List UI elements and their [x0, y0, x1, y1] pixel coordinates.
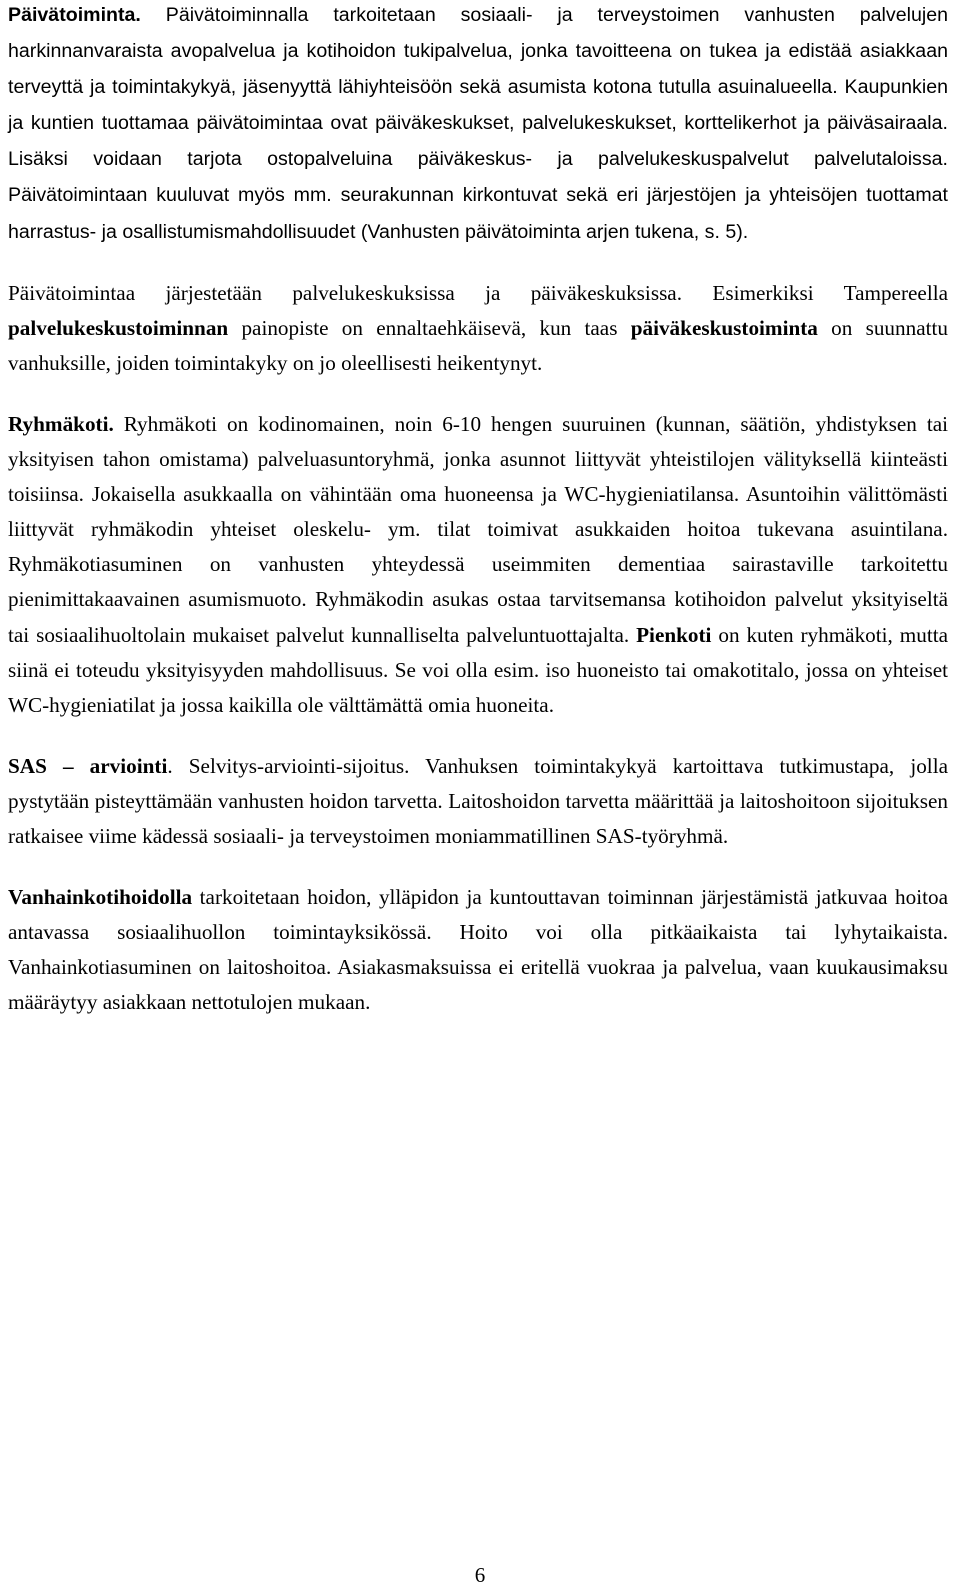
paragraph-vanhainkotihoito — [8, 880, 948, 1020]
document-page — [8, 0, 948, 1046]
term-heading-ryhmakoti: Ryhmäkoti. — [8, 411, 114, 436]
term-heading-vanhainkotihoito: Vanhainkotihoidolla — [8, 885, 193, 910]
bold-term-pienkoti: Pienkoti — [636, 622, 712, 647]
paragraph-text: Päivätoimintaa järjestetään palvelukeskuksissa ja päiväkeskuksissa. Esimerkiksi Tampereella — [8, 280, 948, 305]
paragraph-ryhmakoti — [8, 407, 948, 723]
paragraph-text: on suunnattu vanhuksille, joiden toimintakyky on jo oleellisesti heikentynyt. — [8, 315, 948, 375]
paragraph-text: painopiste on ennaltaehkäisevä, kun taas — [228, 315, 631, 340]
paragraph-text: Päivätoiminnalla tarkoitetaan sosiaali- ja terveystoimen vanhusten palvelujen harkinnanvaraista avopalvelua ja kotihoidon tukipalvelua, jonka tavoitteena on tukea ja edistää asiakkaan terveyttä ja toimintakykyä, jäsenyyttä lähiyhteisöön sekä asumista kotona tutulla asuinalueella. Kaupunkien ja kuntien tuottamaa päivätoimintaa ovat päiväkeskukset, palvelukeskukset, korttelikerhot ja päiväsairaala. Lisäksi voidaan tarjota ostopalveluina päiväkeskus- ja palvelukeskuspalvelut palvelutaloissa. Päivätoimintaan kuuluvat myös mm. seurakunnan kirkontuvat sekä eri järjestöjen ja yhteisöjen tuottamat harrastus- ja osallistumismahdollisuudet (Vanhusten päivätoiminta arjen tukena, s. 5). — [8, 4, 948, 243]
bold-term-palvelukeskustoiminta: palvelukeskustoiminnan — [8, 315, 229, 340]
paragraph-palvelukeskukset — [8, 276, 948, 381]
paragraph-sas-arviointi — [8, 749, 948, 854]
paragraph-paivatoiminta — [8, 0, 948, 250]
paragraph-text: tarkoitetaan hoidon, ylläpidon ja kuntouttavan toiminnan järjestämistä jatkuvaa hoitoa antavassa sosiaalihuollon toimintayksikössä. Hoito voi olla pitkäaikaista tai lyhytaikaista. Vanhainkotiasuminen on laitoshoitoa. Asiakasmaksuissa ei eritellä vuokraa ja palvelua, vaan kuukausimaksu määräytyy asiakkaan nettotulojen mukaan. — [8, 885, 948, 1015]
term-heading-sas-arviointi: SAS – arviointi — [8, 753, 168, 778]
paragraph-text: . Selvitys-arviointi-sijoitus. Vanhuksen toimintakykyä kartoittava tutkimustapa, jolla pystytään pisteyttämään vanhusten hoidon tarvetta. Laitoshoidon tarvetta määrittää ja laitoshoitoon sijoituksen ratkaisee viime kädessä sosiaali- ja terveystoimen moniammatillinen SAS-työryhmä. — [8, 753, 948, 848]
page-number: 6 — [474, 1563, 486, 1587]
bold-term-paivakeskustoiminta: päiväkeskustoiminta — [630, 315, 818, 340]
term-heading-paivatoiminta: Päivätoiminta. — [8, 4, 141, 26]
paragraph-text: on kuten ryhmäkoti, mutta siinä ei toteudu yksityisyyden mahdollisuus. Se voi olla esim. iso huoneisto tai omakotitalo, jossa on yhteiset WC-hygieniatilat ja jossa kaikilla ole välttämättä omia huoneita. — [8, 622, 948, 717]
paragraph-text: Ryhmäkoti on kodinomainen, noin 6-10 hengen suuruinen (kunnan, säätiön, yhdistyksen tai yksityisen tahon omistama) palveluasuntoryhmä, jonka asunnot liittyvät yhteistilojen välityksellä kiinteästi toisiinsa. Jokaisella asukkaalla on vähintään oma huoneensa ja WC-hygieniatilansa. Asuntoihin välittömästi liittyvät ryhmäkodin yhteiset oleskelu- ym. tilat toimivat asukkaiden hoitoa tukevana asuintilana. Ryhmäkotiasuminen on vanhusten yhteydessä useimmiten dementiaa sairastaville tarkoitettu pienimittakaavainen asumismuoto. Ryhmäkodin asukas ostaa tarvitsemansa kotihoidon palvelut yksityiseltä tai sosiaalihuoltolain mukaiset palvelut kunnalliselta palveluntuottajalta. — [8, 411, 948, 647]
